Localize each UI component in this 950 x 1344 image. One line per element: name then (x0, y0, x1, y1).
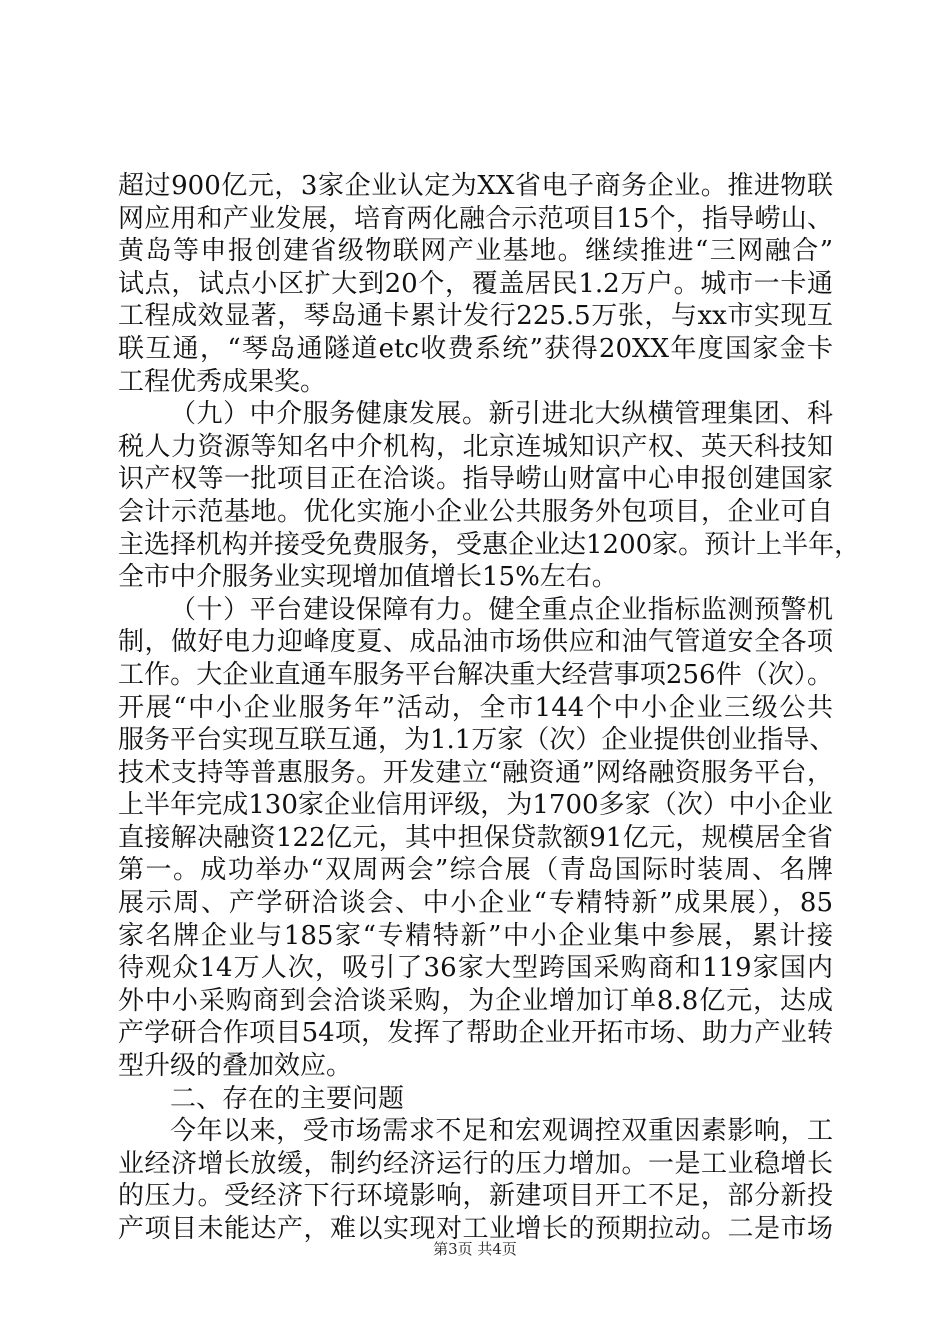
text-line: 家名牌企业与185家“专精特新”中小企业集中参展，累计接 (118, 920, 833, 951)
text-line: 联互通，“琴岛通隧道etc收费系统”获得20XX年度国家金卡 (118, 333, 833, 364)
text-line: 工程成效显著，琴岛通卡累计发行225.5万张，与xx市实现互 (118, 301, 833, 332)
text-line: 型升级的叠加效应。 (118, 1051, 353, 1082)
document-body (118, 170, 861, 1246)
text-line: 展示周、产学研洽谈会、中小企业“专精特新”成果展），85 (118, 888, 833, 919)
text-line: 待观众14万人次，吸引了36家大型跨国采购商和119家国内 (118, 953, 833, 984)
text-line: （十）平台建设保障有力。健全重点企业指标监测预警机 (170, 594, 833, 625)
text-line: 识产权等一批项目正在洽谈。指导崂山财富中心申报创建国家 (118, 464, 833, 495)
text-line: 二、存在的主要问题 (170, 1083, 405, 1114)
page-footer: 第3页 共4页 (433, 1240, 517, 1258)
text-line: 第一。成功举办“双周两会”综合展（青岛国际时装周、名牌 (118, 855, 833, 886)
text-line: 工程优秀成果奖。 (118, 366, 327, 397)
text-line: 会计示范基地。优化实施小企业公共服务外包项目，企业可自 (118, 496, 833, 527)
text-line: 试点，试点小区扩大到20个，覆盖居民1.2万户。城市一卡通 (118, 268, 833, 299)
text-line: （九）中介服务健康发展。新引进北大纵横管理集团、科 (170, 399, 833, 430)
text-line: 工作。大企业直通车服务平台解决重大经营事项256件（次）。 (118, 659, 833, 690)
text-line: 主选择机构并接受免费服务，受惠企业达1200家。预计上半年， (118, 529, 861, 560)
text-line: 业经济增长放缓，制约经济运行的压力增加。一是工业稳增长 (118, 1148, 833, 1179)
text-line: 黄岛等申报创建省级物联网产业基地。继续推进“三网融合” (118, 236, 833, 267)
text-line: 的压力。受经济下行环境影响，新建项目开工不足，部分新投 (118, 1181, 833, 1212)
text-line: 今年以来，受市场需求不足和宏观调控双重因素影响，工 (170, 1116, 833, 1147)
text-line: 上半年完成130家企业信用评级，为1700多家（次）中小企业 (118, 790, 833, 821)
text-line: 技术支持等普惠服务。开发建立“融资通”网络融资服务平台， (118, 757, 833, 788)
text-line: 产学研合作项目54项，发挥了帮助企业开拓市场、助力产业转 (118, 1018, 833, 1049)
text-line: 开展“中小企业服务年”活动，全市144个中小企业三级公共 (118, 692, 833, 723)
text-line: 网应用和产业发展，培育两化融合示范项目15个，指导崂山、 (118, 203, 833, 234)
text-line: 产项目未能达产，难以实现对工业增长的预期拉动。二是市场 (118, 1214, 833, 1244)
text-line: 服务平台实现互联互通，为1.1万家（次）企业提供创业指导、 (118, 725, 836, 756)
text-line: 制，做好电力迎峰度夏、成品油市场供应和油气管道安全各项 (118, 627, 833, 658)
text-line: 全市中介服务业实现增加值增长15%左右。 (118, 562, 618, 593)
text-line: 超过900亿元，3家企业认定为XX省电子商务企业。推进物联 (118, 171, 833, 201)
text-line: 税人力资源等知名中介机构，北京连城知识产权、英天科技知 (118, 431, 833, 462)
text-line: 外中小采购商到会洽谈采购，为企业增加订单8.8亿元，达成 (118, 985, 833, 1016)
text-line: 直接解决融资122亿元，其中担保贷款额91亿元，规模居全省 (118, 822, 833, 853)
